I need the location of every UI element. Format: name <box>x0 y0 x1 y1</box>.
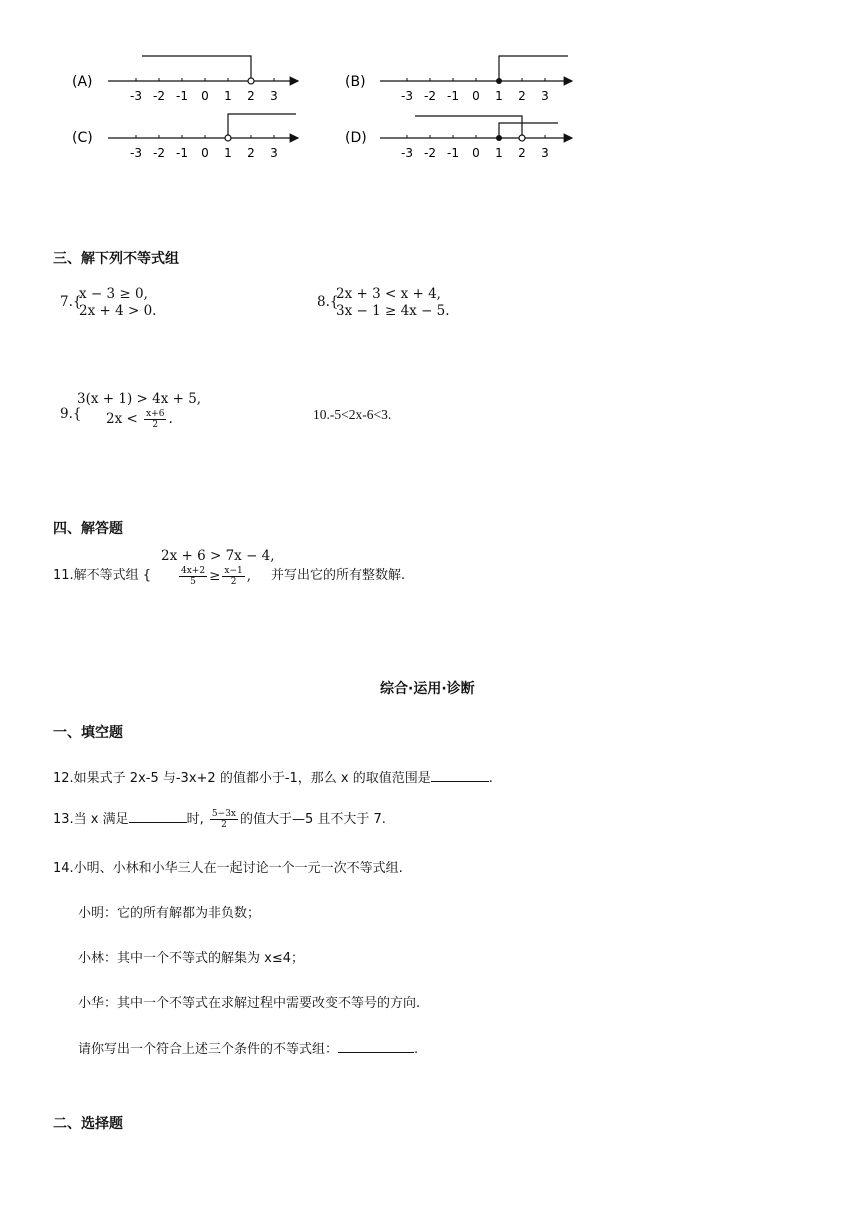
solution-ray <box>499 56 568 81</box>
number-line-a <box>72 56 298 103</box>
question-12: 12.如果式子 2x-5 与-3x+2 的值都小于-1，那么 x 的取值范围是 . <box>53 771 493 786</box>
tick-label: 3 <box>270 146 278 160</box>
statement-xiaolin: 小林：其中一个不等式的解集为 x≤4； <box>78 951 304 966</box>
tick-label: 2 <box>518 146 526 160</box>
section-heading-4: 四、解答题 <box>53 521 123 537</box>
tick-label: -1 <box>176 146 188 160</box>
inequality-line: 3(x + 1) > 4x + 5, <box>77 391 202 407</box>
tick-label: -1 <box>447 146 459 160</box>
tick-label: -3 <box>401 146 413 160</box>
tick-label: 1 <box>495 89 503 103</box>
inequality-line: 2x + 6 > 7x − 4, <box>161 548 275 564</box>
option-label-b: (B) <box>345 74 366 90</box>
tick-label: 3 <box>270 89 278 103</box>
tick-label: -3 <box>401 89 413 103</box>
solution-ray <box>228 114 296 135</box>
tick-label: 0 <box>201 89 209 103</box>
option-label-a: (A) <box>72 74 93 90</box>
solution-ray <box>142 56 251 78</box>
tick-label: 2 <box>247 89 255 103</box>
solution-ray-right <box>499 123 558 138</box>
tick-label: -2 <box>424 89 436 103</box>
tick-label: -2 <box>153 89 165 103</box>
tick-label: 2 <box>518 89 526 103</box>
section-heading-2: 二、选择题 <box>53 1116 123 1132</box>
section-heading-3: 三、解下列不等式组 <box>53 251 179 267</box>
number-line-c <box>72 114 298 160</box>
inequality-line: 2x + 3 < x + 4, <box>336 286 441 302</box>
inequality-line: x − 3 ≥ 0, <box>79 286 148 302</box>
inequality-line: 2x < $\frac{x+6}{2}$ . <box>106 409 173 430</box>
statement-xiaoming: 小明：它的所有解都为非负数； <box>78 906 261 921</box>
answer-blank[interactable] <box>129 810 187 823</box>
tick-label: 3 <box>541 89 549 103</box>
question-number: 9.{ <box>60 406 82 422</box>
tick-label: -1 <box>447 89 459 103</box>
question-prefix: 11.解不等式组 { <box>53 568 152 583</box>
tick-label: 0 <box>472 89 480 103</box>
fraction: $\frac{4x+2}{5}$ <box>181 566 206 587</box>
closed-endpoint <box>496 135 502 141</box>
question-suffix: 并写出它的所有整数解. <box>271 568 406 583</box>
open-endpoint <box>248 78 254 84</box>
tick-label: -2 <box>153 146 165 160</box>
inequality-line: 3x − 1 ≥ 4x − 5. <box>336 303 450 319</box>
tick-label: -3 <box>130 146 142 160</box>
tick-label: -3 <box>130 89 142 103</box>
inequality-line: 2x + 4 > 0. <box>79 303 157 319</box>
tick-label: 1 <box>224 89 232 103</box>
question-10: 10.-5<2x-6<3. <box>313 407 392 422</box>
answer-blank[interactable] <box>431 769 489 782</box>
question-13: 13.当 x 满足 时, $\frac{5-3x}{2}$ 的值大于—5 且不大于 7. <box>53 809 386 830</box>
option-label-c: (C) <box>72 130 93 146</box>
fraction: $\frac{5-3x}{2}$ <box>211 809 236 830</box>
open-endpoint <box>225 135 231 141</box>
question-number: 7.{ <box>60 294 82 310</box>
solution-ray-left <box>415 116 522 135</box>
option-label-d: (D) <box>345 130 367 146</box>
number-line-b <box>345 56 572 103</box>
tick-label: 2 <box>247 146 255 160</box>
number-line-options-figure <box>60 45 600 170</box>
tick-label: 3 <box>541 146 549 160</box>
section-heading-1: 一、填空题 <box>53 725 123 741</box>
closed-endpoint <box>496 78 502 84</box>
question-14-ask: 请你写出一个符合上述三个条件的不等式组： . <box>78 1042 419 1057</box>
number-line-d <box>345 116 572 160</box>
tick-label: -2 <box>424 146 436 160</box>
tick-label: 0 <box>472 146 480 160</box>
statement-xiaohua: 小华：其中一个不等式在求解过程中需要改变不等号的方向. <box>78 996 421 1011</box>
question-number: 8.{ <box>317 294 339 310</box>
question-14-intro: 14.小明、小林和小华三人在一起讨论一个一元一次不等式组. <box>53 861 403 876</box>
answer-blank[interactable] <box>338 1040 414 1053</box>
tick-label: 1 <box>495 146 503 160</box>
tick-label: 0 <box>201 146 209 160</box>
tick-label: -1 <box>176 89 188 103</box>
section-title: 综合·运用·诊断 <box>380 681 475 697</box>
inequality-line: $\frac{4x+2}{5}$ ≥ $\frac{x-1}{2}$ , <box>181 566 252 587</box>
fraction: $\frac{x-1}{2}$ <box>224 566 243 587</box>
tick-label: 1 <box>224 146 232 160</box>
open-endpoint <box>519 135 525 141</box>
fraction: $\frac{x+6}{2}$ <box>146 409 165 430</box>
